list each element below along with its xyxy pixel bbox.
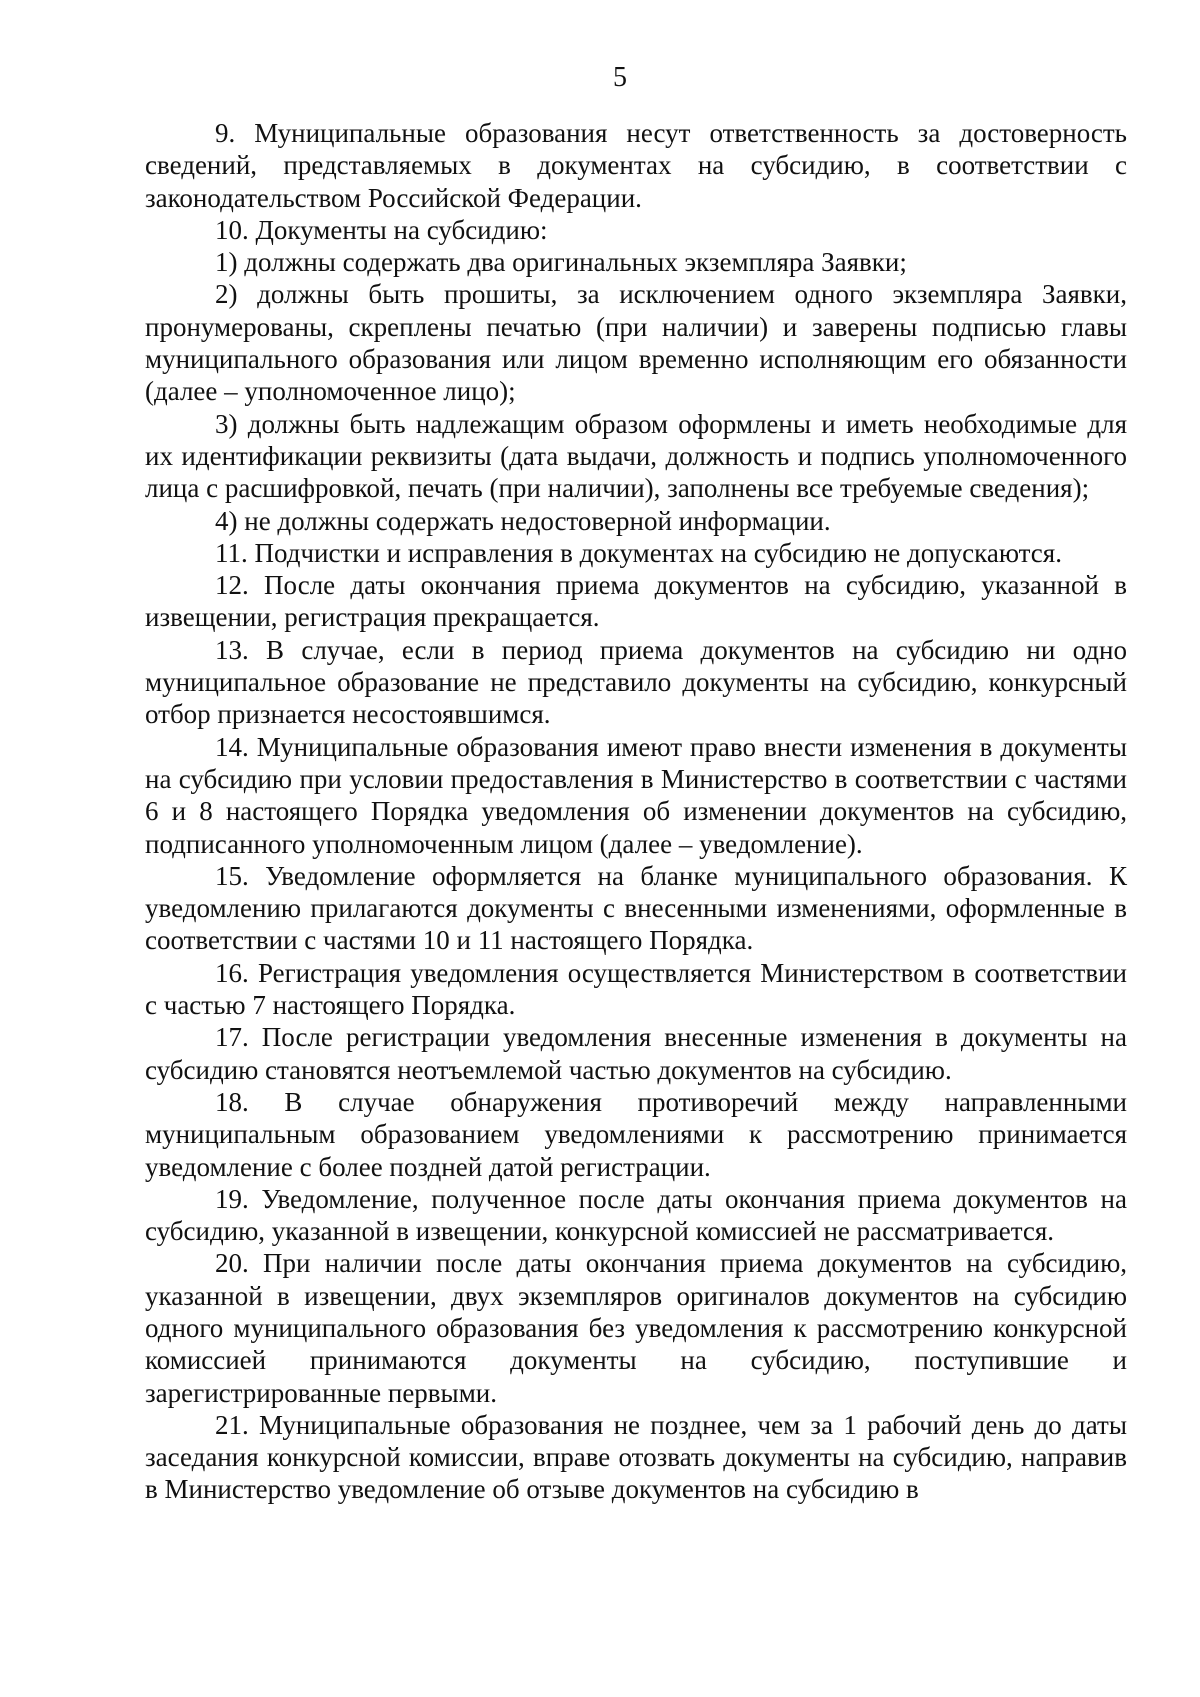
paragraph-9: 9. Муниципальные образования несут ответственность за достоверность сведений, представляемых в документах на субсидию, в соответствии с законодательством Российской Федерации. (145, 118, 1127, 213)
paragraph-18: 18. В случае обнаружения противоречий между направленными муниципальным образованием уведомлениями к рассмотрению принимается уведомление с более поздней датой регистрации. (145, 1086, 1127, 1182)
paragraph-16: 16. Регистрация уведомления осуществляется Министерством в соответствии с частью 7 настоящего Порядка. (145, 957, 1127, 1021)
paragraph-11: 11. Подчистки и исправления в документах на субсидию не допускаются. (215, 537, 1062, 568)
paragraph-10: 10. Документы на субсидию: (215, 214, 548, 245)
paragraph-13: 13. В случае, если в период приема документов на субсидию ни одно муниципальное образование не представило документы на субсидию, конкурсный отбор признается несостоявшимся. (145, 634, 1127, 730)
paragraph-19: 19. Уведомление, полученное после даты окончания приема документов на субсидию, указанной в извещении, конкурсной комиссией не рассматривается. (145, 1183, 1127, 1247)
paragraph-20: 20. При наличии после даты окончания приема документов на субсидию, указанной в извещении, двух экземпляров оригиналов документов на субсидию одного муниципального образования без уведомления к рассмотрению конкурсной комиссией принимаются документы на субсидию, поступившие и зарегистрированные первыми. (145, 1248, 1127, 1408)
paragraph-10-item-3: 3) должны быть надлежащим образом оформлены и иметь необходимые для их идентификации реквизиты (дата выдачи, должность и подпись уполномоченного лица с расшифровкой, печать (при наличии), заполнены все требуемые сведения); (145, 408, 1127, 504)
paragraph-21: 21. Муниципальные образования не позднее, чем за 1 рабочий день до даты заседания конкурсной комиссии, вправе отозвать документы на субсидию, направив в Министерство уведомление об отзыве документов на субсидию в (145, 1409, 1127, 1505)
paragraph-10-item-2: 2) должны быть прошиты, за исключением одного экземпляра Заявки, пронумерованы, скреплены печатью (при наличии) и заверены подписью главы муниципального образования или лицом временно исполняющим его обязанности (далее – уполномоченное лицо); (145, 279, 1127, 407)
paragraph-12: 12. После даты окончания приема документов на субсидию, указанной в извещении, регистрация прекращается. (145, 570, 1127, 633)
document-body (145, 117, 1127, 1506)
paragraph-14: 14. Муниципальные образования имеют право внести изменения в документы на субсидию при условии предоставления в Министерство в соответствии с частями 6 и 8 настоящего Порядка уведомления об изменении документов на субсидию, подписанного уполномоченным лицом (далее – уведомление). (145, 731, 1127, 859)
paragraph-17: 17. После регистрации уведомления внесенные изменения в документы на субсидию становятся неотъемлемой частью документов на субсидию. (145, 1022, 1127, 1085)
paragraph-10-item-1: 1) должны содержать два оригинальных экземпляра Заявки; (215, 247, 907, 278)
paragraph-15: 15. Уведомление оформляется на бланке муниципального образования. К уведомлению прилагаются документы с внесенными изменениями, оформленные в соответствии с частями 10 и 11 настоящего Порядка. (145, 860, 1127, 956)
page-number: 5 (613, 62, 627, 93)
paragraph-10-item-4: 4) не должны содержать недостоверной информации. (215, 505, 831, 536)
